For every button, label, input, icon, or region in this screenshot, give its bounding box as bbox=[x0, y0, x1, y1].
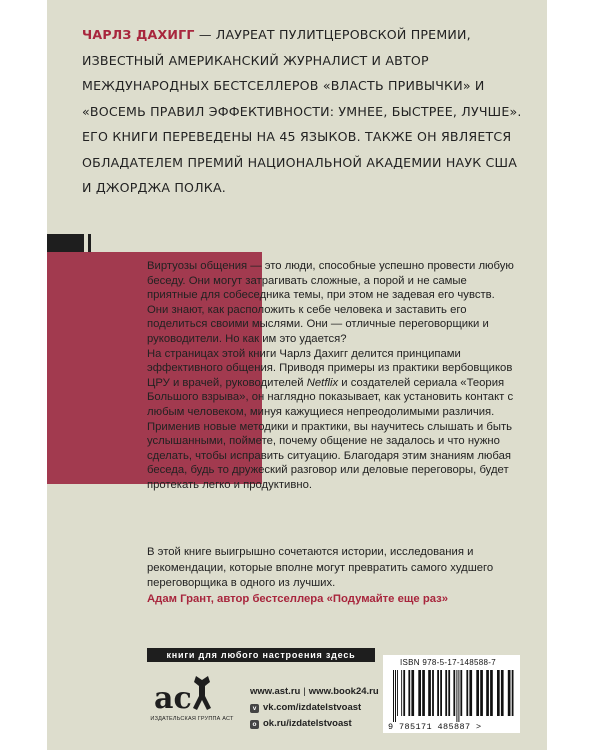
barcode-bar bbox=[418, 670, 421, 716]
ast-logo bbox=[150, 668, 230, 734]
barcode-bar bbox=[428, 670, 431, 716]
barcode-bar bbox=[466, 670, 468, 716]
blurb-brand-netflix: Netflix bbox=[306, 376, 339, 389]
barcode-bar bbox=[411, 670, 414, 716]
publisher-caption: ИЗДАТЕЛЬСКАЯ ГРУППА АСТ bbox=[150, 716, 234, 722]
barcode-bar bbox=[476, 670, 479, 716]
barcode-bar bbox=[393, 670, 394, 722]
barcode-bar bbox=[456, 670, 457, 722]
barcode-bar bbox=[395, 670, 396, 722]
quote-text: В этой книге выигрышно сочетаются истории, исследования и рекомендации, которые вполне могут превратить самого худшего переговорщика в одного из лучших. bbox=[147, 546, 494, 589]
barcode-bar bbox=[422, 670, 425, 716]
barcode-bar bbox=[512, 670, 514, 716]
blurb-p2-before: На страницах этой книги Чарлз Дахигг делится принципами эффективного общения. Приводя примеры из практики вербовщиков ЦРУ и врачей, руководителей bbox=[147, 347, 513, 389]
barcode-bar bbox=[403, 670, 405, 716]
site-ast[interactable]: www.ast.ru bbox=[250, 686, 301, 697]
blurb-paragraph-1: Виртуозы общения — это люди, способные успешно провести любую беседу. Они могут затрагивать сложные, а порой и не самые приятные для собеседника темы, при этом не задевая его чувств. Они знают, как расположить к себе человека и заставить его поделиться своими мыслями. Они — отличные переговорщики и руководители. Но как им это удается? bbox=[147, 260, 514, 345]
barcode-bar bbox=[401, 670, 402, 716]
barcode-digits: 9 785171 485887 > bbox=[388, 722, 482, 732]
book-blurb bbox=[147, 259, 517, 493]
barcode-bar bbox=[453, 670, 455, 716]
isbn-label: ISBN 978-5-17-148588-7 bbox=[400, 658, 496, 667]
ast-logo-letters: ac bbox=[154, 681, 192, 716]
barcode-bar bbox=[490, 670, 493, 716]
review-quote bbox=[147, 545, 507, 607]
barcode-bar bbox=[397, 670, 398, 716]
blurb-paragraph-2 bbox=[147, 347, 517, 420]
ok-link[interactable]: ok.ru/izdatelstvoast bbox=[263, 718, 352, 729]
author-name: ЧАРЛЗ ДАХИГГ bbox=[82, 27, 195, 42]
author-bio-text: — ЛАУРЕАТ ПУЛИТЦЕРОВСКОЙ ПРЕМИИ, ИЗВЕСТНЫЙ АМЕРИКАНСКИЙ ЖУРНАЛИСТ И АВТОР МЕЖДУНАРОДНЫХ БЕСТСЕЛЛЕРОВ «ВЛАСТЬ ПРИВЫЧКИ» И «ВОСЕМЬ ПРАВИЛ ЭФФЕКТИВНОСТИ: УМНЕЕ, БЫСТРЕЕ, ЛУЧШЕ». ЕГО КНИГИ ПЕРЕВЕДЕНЫ НА 45 ЯЗЫКОВ. ТАКЖЕ ОН ЯВЛЯЕТСЯ ОБЛАДАТЕЛЕМ ПРЕМИЙ НАЦИОНАЛЬНОЙ АКАДЕМИИ НАУК США И ДЖОРДЖА ПОЛКА. bbox=[82, 27, 522, 195]
vk-icon: v bbox=[250, 704, 259, 713]
blurb-paragraph-3: Применив новые методики и практики, вы научитесь слышать и быть услышанными, поймете, почему общение не задалось и что нужно сделать, чтобы исправить ситуацию. Благодаря этим знаниям любая беседа, будь то дружеский разговор или деловые переговоры, будет протекать легко и продуктивно. bbox=[147, 420, 513, 491]
barcode-bar bbox=[458, 670, 459, 722]
barcode-bar bbox=[437, 670, 439, 716]
barcode-bar bbox=[408, 670, 410, 716]
vk-link[interactable]: vk.com/izdatelstvoast bbox=[263, 702, 362, 713]
barcode-bar bbox=[440, 670, 442, 716]
barcode-bar bbox=[445, 670, 447, 716]
barcode-bar bbox=[508, 670, 511, 716]
quote-attribution: Адам Грант, автор бестселлера «Подумайте еще раз» bbox=[147, 592, 449, 605]
barcode-bar bbox=[448, 670, 450, 716]
barcode-bar bbox=[460, 670, 462, 716]
accent-small-bar bbox=[88, 234, 91, 252]
author-bio bbox=[82, 22, 522, 201]
tagline-banner: книги для любого настроения здесь bbox=[147, 648, 375, 662]
barcode-bar bbox=[501, 670, 504, 716]
ast-logo-figure bbox=[193, 676, 211, 710]
barcode-bar bbox=[480, 670, 483, 716]
barcode-bar bbox=[486, 670, 489, 716]
barcode-bar bbox=[497, 670, 500, 716]
blurb-p2-after: и создателей сериала «Теория Большого взрыва», он наглядно показывает, как установить контакт с любым человеком, минуя кажущиеся непреодолимыми различия. bbox=[147, 376, 514, 418]
ok-icon: o bbox=[250, 720, 259, 729]
barcode-bar bbox=[469, 670, 472, 716]
barcode-icon bbox=[391, 670, 515, 722]
site-book24[interactable]: www.book24.ru bbox=[308, 686, 379, 697]
barcode-bar bbox=[432, 670, 434, 716]
site-separator: | bbox=[303, 686, 306, 697]
